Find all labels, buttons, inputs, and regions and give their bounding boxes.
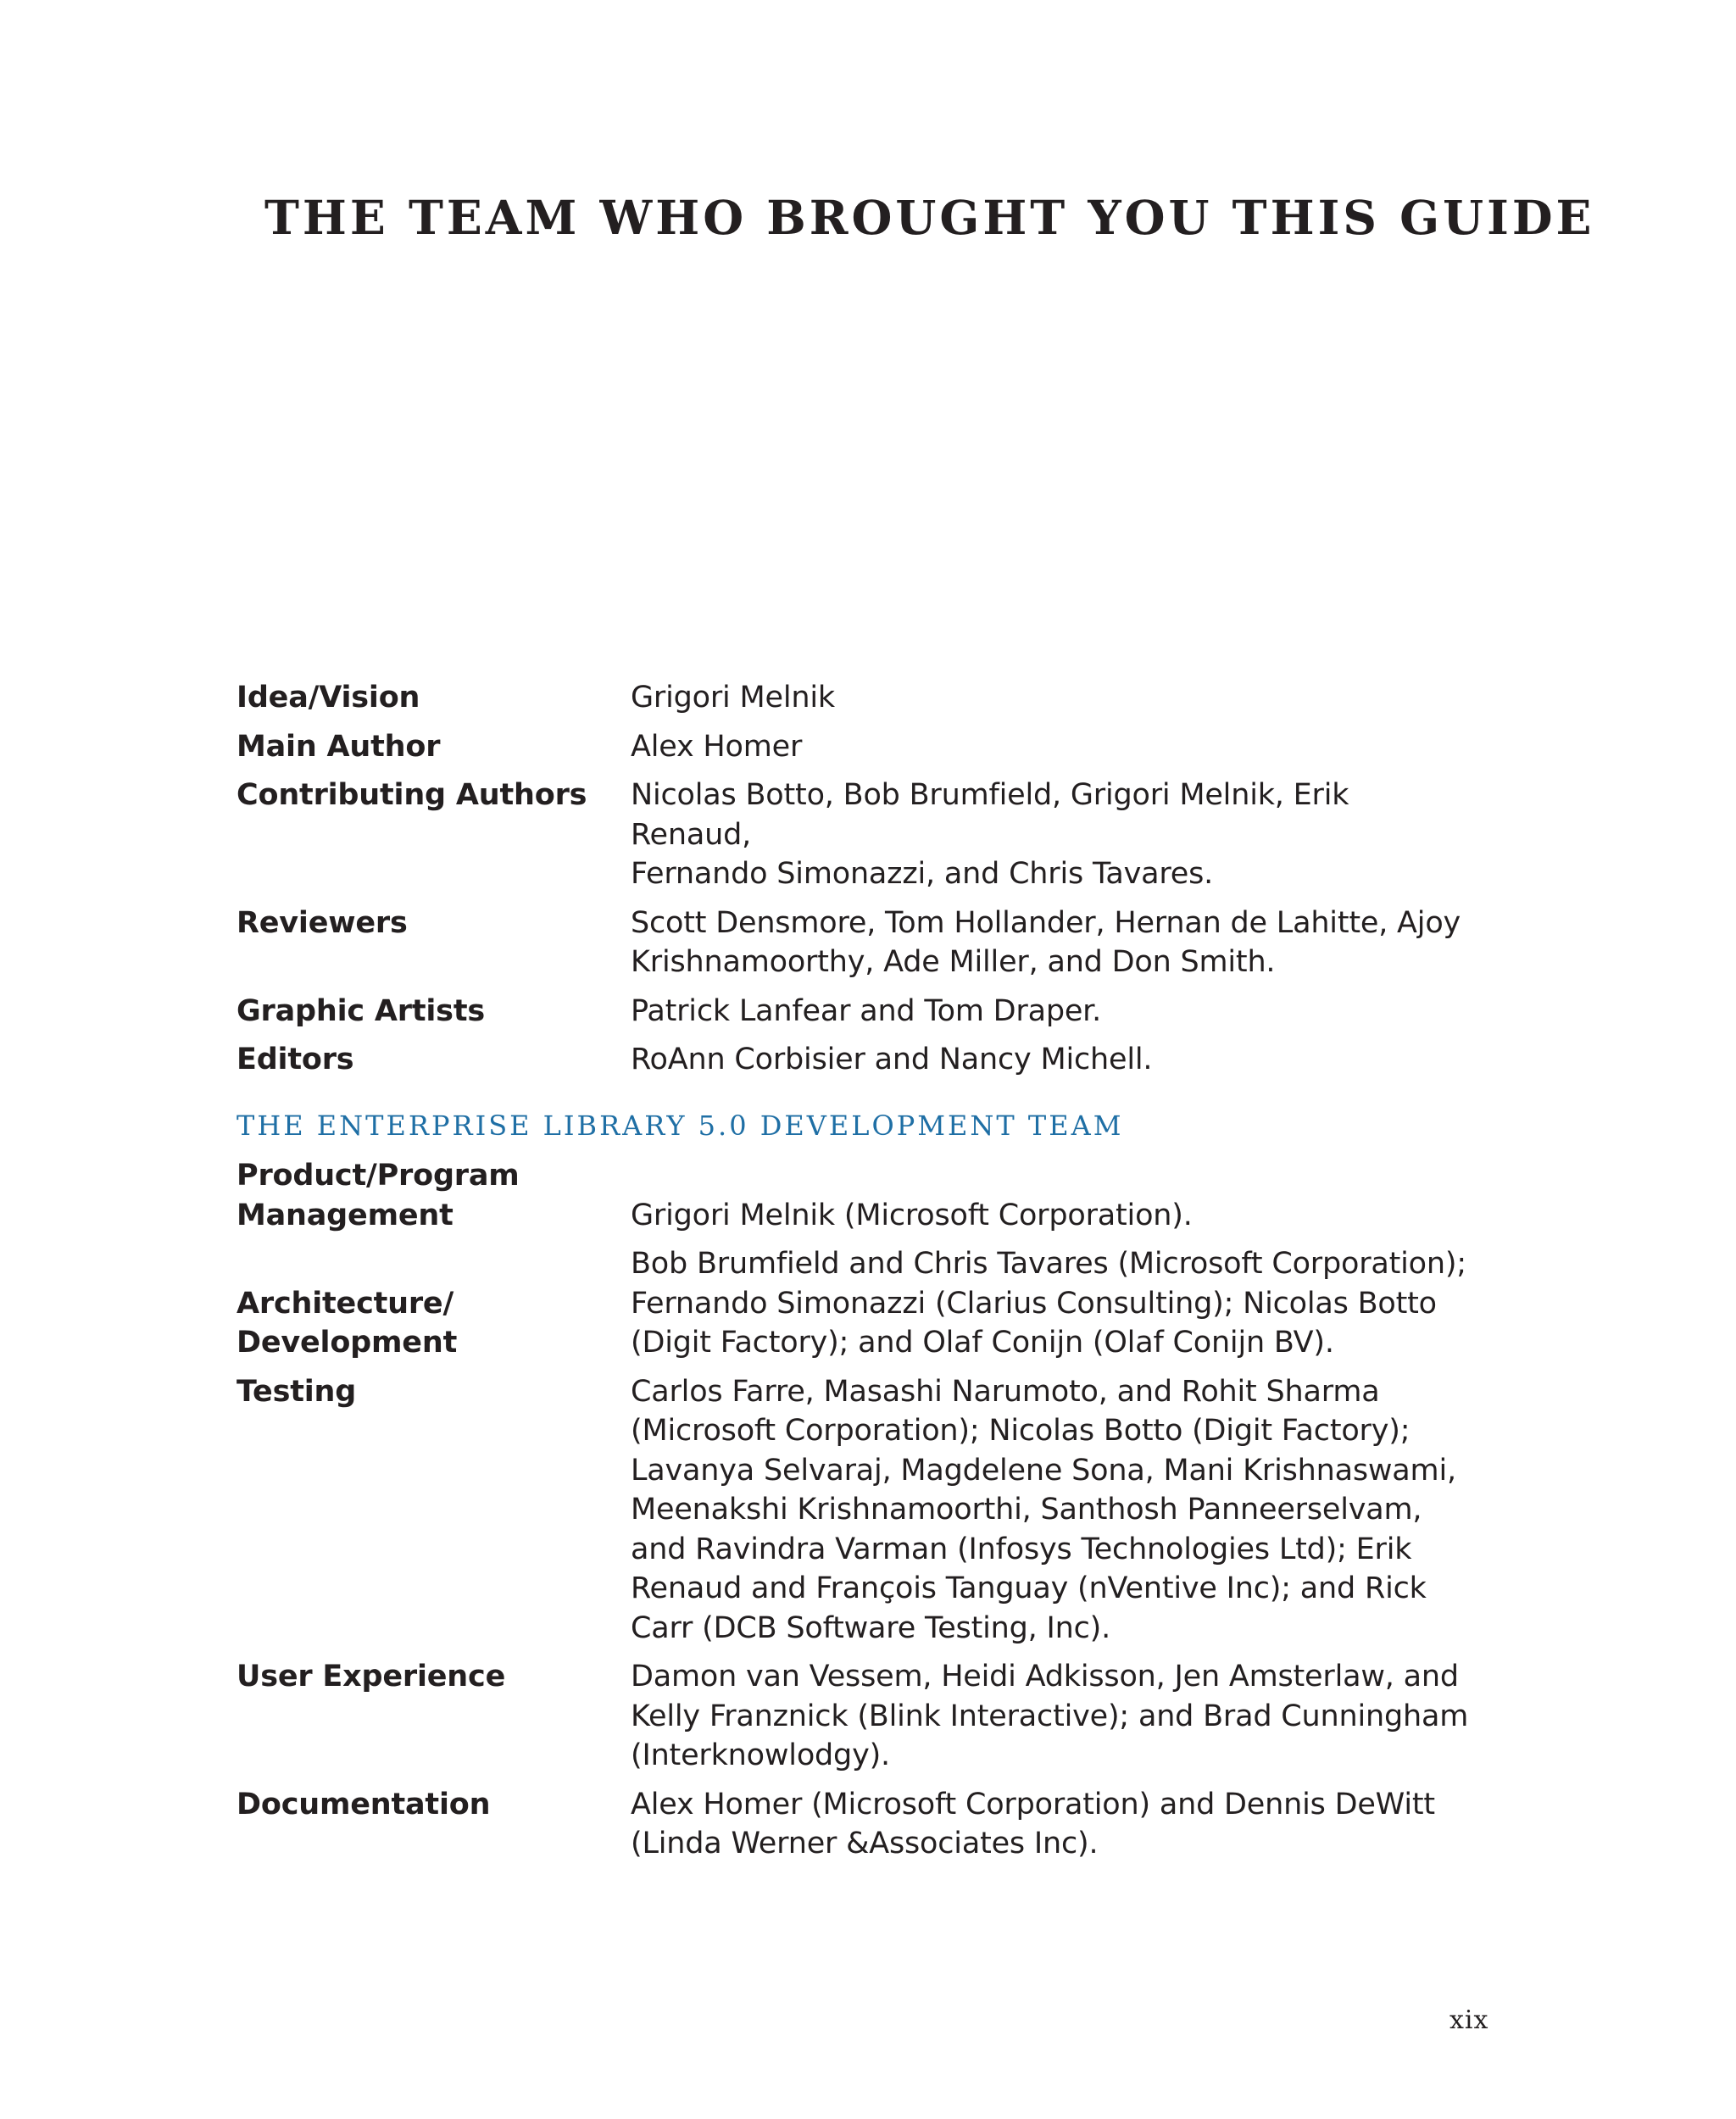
dev-team-names: Damon van Vessem, Heidi Adkisson, Jen Amsterlaw, and Kelly Franznick (Blink Interactive); and Brad Cunningham (Interknowlodgy).	[631, 1660, 1469, 1772]
credit-row	[236, 992, 1508, 1032]
credit-names: Nicolas Botto, Bob Brumfield, Grigori Melnik, Erik Renaud, Fernando Simonazzi, and Chris Tavares.	[631, 778, 1349, 891]
credit-names: Scott Densmore, Tom Hollander, Hernan de Lahitte, Ajoy Krishnamoorthy, Ade Miller, and Don Smith.	[631, 905, 1461, 979]
page-title: THE TEAM WHO BROUGHT YOU THIS GUIDE	[264, 190, 1595, 245]
dev-team-row	[236, 1156, 1508, 1235]
credit-row	[236, 904, 1508, 982]
dev-team-role: Documentation	[236, 1787, 491, 1821]
dev-team-role: Architecture/ Development	[236, 1286, 458, 1360]
credit-names: Grigori Melnik	[631, 681, 835, 715]
dev-team-row	[236, 1372, 1508, 1649]
dev-team-names: Bob Brumfield and Chris Tavares (Microsoft Corporation); Fernando Simonazzi (Clarius Consulting); Nicolas Botto (Digit Factory); and Olaf Conijn (Olaf Conijn BV).	[631, 1247, 1466, 1360]
credit-role: Graphic Artists	[236, 993, 485, 1028]
credit-role: Reviewers	[236, 905, 408, 940]
credit-names: Patrick Lanfear and Tom Draper.	[631, 993, 1102, 1028]
credit-role: Contributing Authors	[236, 778, 587, 812]
dev-team-role: User Experience	[236, 1660, 506, 1694]
dev-team-role: Testing	[236, 1374, 357, 1409]
credit-role: Editors	[236, 1043, 354, 1076]
dev-team-role: Product/Program Management	[236, 1159, 520, 1232]
credit-role: Idea/Vision	[236, 681, 420, 715]
credit-row	[236, 1040, 1508, 1080]
dev-team-row	[236, 1785, 1508, 1864]
credit-row	[236, 678, 1508, 718]
dev-team-names: Alex Homer (Microsoft Corporation) and Dennis DeWitt (Linda Werner &Associates Inc).	[631, 1787, 1435, 1860]
dev-team-list	[236, 1156, 1508, 1873]
credit-role: Main Author	[236, 729, 441, 764]
dev-team-names: Carlos Farre, Masashi Narumoto, and Rohit Sharma (Microsoft Corporation); Nicolas Botto (Digit Factory); Lavanya Selvaraj, Magdelene Sona, Mani Krishnaswami, Meenakshi Krishnamoorthi, Santhosh Panneerselvam, and Ravindra Varman (Infosys Technologies Ltd); Erik Renaud and François Tanguay (nVentive Inc); and Rick Carr (DCB Software Testing, Inc).	[631, 1374, 1456, 1645]
page-number: xix	[1449, 2005, 1489, 2035]
dev-team-row	[236, 1657, 1508, 1776]
dev-team-heading: THE ENTERPRISE LIBRARY 5.0 DEVELOPMENT TEAM	[236, 1110, 1124, 1142]
credit-names: Alex Homer	[631, 729, 803, 764]
credit-names: RoAnn Corbisier and Nancy Michell.	[631, 1043, 1153, 1076]
dev-team-names: Grigori Melnik (Microsoft Corporation).	[631, 1198, 1193, 1232]
credit-row	[236, 776, 1508, 894]
credits-list	[236, 678, 1508, 1089]
dev-team-row	[236, 1244, 1508, 1363]
credit-row	[236, 727, 1508, 767]
